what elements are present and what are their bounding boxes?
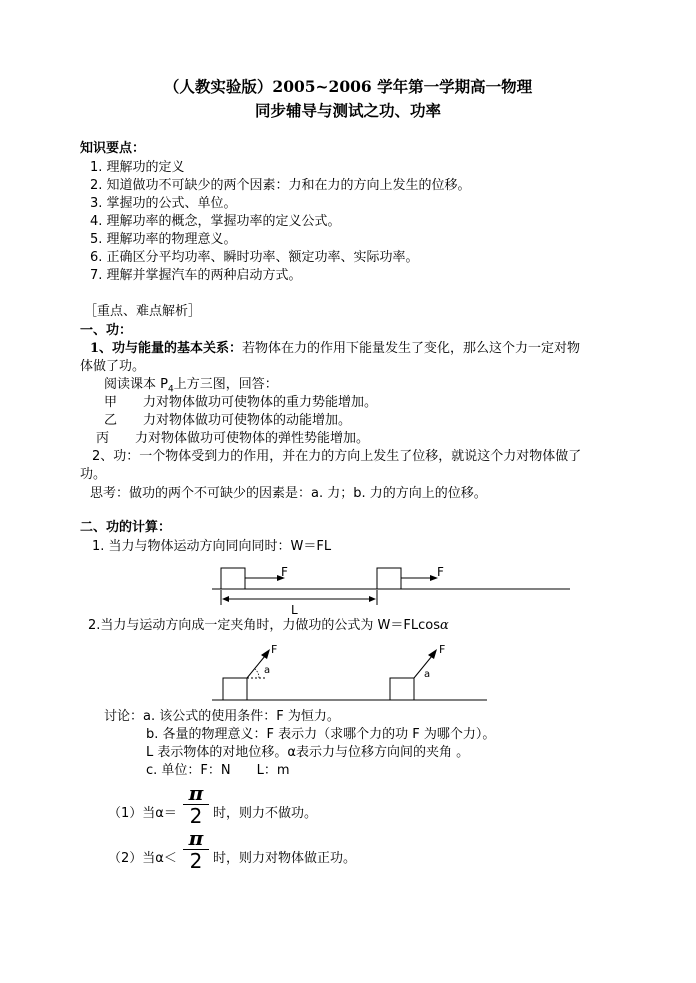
condition2-prefix: （2）当α＜ (108, 851, 177, 866)
fraction-denominator: 2 (189, 849, 203, 873)
read-prefix: 阅读课本 P (104, 377, 168, 392)
angle-arc (255, 669, 259, 678)
section1-p1-bold: 1、功与能量的基本关系： (90, 341, 243, 356)
discussion-b1: b. 各量的物理意义：F 表示力（求哪个力的功 F 为哪个力）。 (146, 727, 496, 742)
force-arrow (247, 656, 265, 678)
section1-paragraph2-cont: 功。 (80, 467, 107, 482)
force-label: F (439, 643, 446, 656)
knowledge-item: 5. 理解功率的物理意义。 (90, 232, 237, 247)
discussion-c: c. 单位：F：N L：m (146, 763, 290, 778)
case2-text (88, 618, 449, 634)
angle-label: a (424, 669, 431, 680)
page-title: （人教实验版）2005~2006 学年第一学期高一物理 (163, 77, 533, 96)
read-suffix: 上方三图，回答： (173, 377, 278, 392)
case2-body: 2.当力与运动方向成一定夹角时，力做功的公式为 W＝FLcos (88, 618, 440, 633)
force-arrowhead (428, 649, 437, 659)
section2-heading: 二、功的计算： (80, 520, 172, 535)
read-subscript: 4 (167, 384, 174, 395)
figure-angled-force (205, 640, 495, 705)
pi-over-two-fraction (183, 783, 209, 826)
angle-label: a (264, 665, 271, 676)
knowledge-item: 3. 掌握功的公式、单位。 (90, 196, 237, 211)
answer-jia: 甲 力对物体做功可使物体的重力势能增加。 (104, 395, 378, 410)
discussion-a: 讨论：a. 该公式的使用条件：F 为恒力。 (104, 709, 340, 724)
section1-paragraph2: 2、功：一个物体受到力的作用，并在力的方向上发生了位移，就说这个力对物体做了 (92, 449, 582, 464)
knowledge-item: 4. 理解功率的概念，掌握功率的定义公式。 (90, 214, 341, 229)
block-left (223, 678, 247, 700)
discussion-b2: L 表示物体的对地位移。α表示力与位移方向间的夹角 。 (146, 745, 470, 760)
section1-p1-rest: 若物体在力的作用下能量发生了变化，那么这个力一定对物 (242, 341, 581, 356)
analysis-heading: ［重点、难点解析］ (84, 304, 202, 319)
knowledge-item: 2. 知道做功不可缺少的两个因素：力和在力的方向上发生的位移。 (90, 178, 471, 193)
case1-text: 1. 当力与物体运动方向同向同时：W＝FL (92, 539, 332, 554)
fraction-numerator: π (188, 826, 204, 850)
force-label: F (271, 643, 278, 656)
condition1-suffix: 时，则力不做功。 (213, 806, 318, 821)
block-right (390, 678, 414, 700)
knowledge-item: 6. 正确区分平均功率、瞬时功率、额定功率、实际功率。 (90, 250, 419, 265)
section1-heading: 一、功： (80, 323, 133, 338)
force-label: F (437, 565, 444, 579)
force-arrowhead (261, 649, 270, 659)
block-start (221, 568, 245, 589)
think-text: 思考：做功的两个不可缺少的因素是：a. 力；b. 力的方向上的位移。 (90, 486, 487, 501)
condition2-suffix: 时，则力对物体做正功。 (213, 851, 357, 866)
alpha-symbol: α (439, 618, 449, 633)
displacement-arrowhead-right (369, 596, 376, 602)
answer-bing: 丙 力对物体做功可使物体的弹性势能增加。 (96, 431, 370, 446)
read-textbook (104, 377, 278, 395)
knowledge-heading: 知识要点： (80, 141, 146, 156)
fraction-numerator: π (188, 781, 204, 805)
block-end (377, 568, 401, 589)
section1-paragraph1-cont: 体做了功。 (80, 359, 146, 374)
knowledge-item: 1. 理解功的定义 (90, 160, 185, 175)
fraction-denominator: 2 (189, 804, 203, 828)
force-label: F (281, 565, 288, 579)
knowledge-item: 7. 理解并掌握汽车的两种启动方式。 (90, 268, 302, 283)
displacement-arrowhead-left (222, 596, 229, 602)
condition1-prefix: （1）当α＝ (108, 806, 177, 821)
answer-yi: 乙 力对物体做功可使物体的动能增加。 (104, 413, 352, 428)
page-subtitle: 同步辅导与测试之功、功率 (254, 101, 441, 120)
section1-paragraph1 (90, 341, 580, 357)
figure-same-direction (205, 560, 575, 618)
displacement-label: L (291, 603, 298, 617)
pi-over-two-fraction (183, 828, 209, 871)
